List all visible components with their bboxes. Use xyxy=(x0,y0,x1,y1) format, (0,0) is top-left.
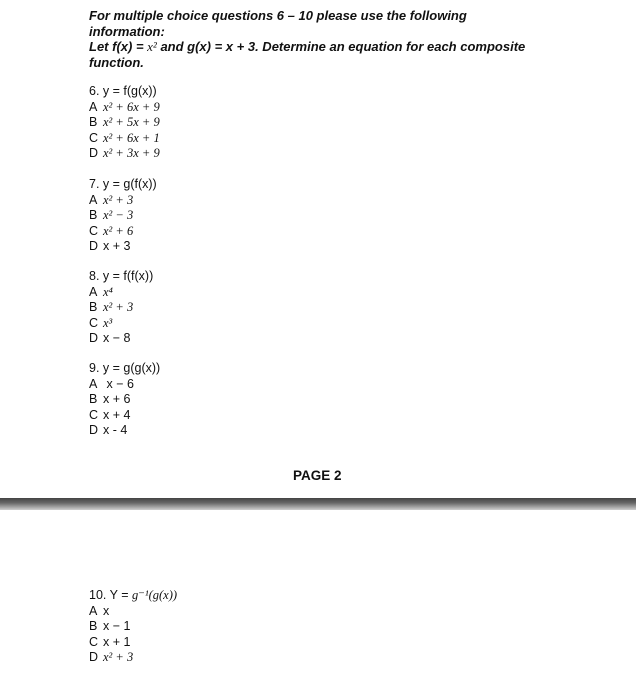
question-6-stem: 6. y = f(g(x)) xyxy=(89,84,157,98)
option-letter: D xyxy=(89,423,99,437)
question-6 xyxy=(89,84,160,162)
instructions-line-2 xyxy=(89,39,529,70)
question-8-option-b[interactable] xyxy=(89,300,153,316)
question-10-option-c[interactable] xyxy=(89,635,177,651)
option-letter: D xyxy=(89,146,99,160)
question-6-option-c[interactable] xyxy=(89,131,160,147)
question-10-stem xyxy=(89,588,177,604)
option-letter: A xyxy=(89,603,98,618)
question-9-option-c[interactable] xyxy=(89,408,160,424)
question-7-option-d[interactable] xyxy=(89,239,157,255)
instructions-f-definition: x² xyxy=(147,39,157,54)
option-text: x + 4 xyxy=(103,407,131,422)
question-8-option-a[interactable] xyxy=(89,285,153,301)
option-text: x² + 6 xyxy=(103,223,134,238)
option-text: x³ xyxy=(103,315,113,330)
question-10 xyxy=(89,588,177,666)
question-7 xyxy=(89,177,157,255)
option-text: x² + 6x + 9 xyxy=(103,99,160,114)
option-letter: B xyxy=(89,115,98,129)
question-7-option-a[interactable] xyxy=(89,193,157,209)
option-letter: D xyxy=(89,331,99,345)
question-9-option-b[interactable] xyxy=(89,392,160,408)
option-text: x + 1 xyxy=(103,634,131,649)
question-6-option-a[interactable] xyxy=(89,100,160,116)
question-8-option-d[interactable] xyxy=(89,331,153,347)
page-divider xyxy=(0,498,636,510)
question-10-stem-pre: 10. Y = xyxy=(89,588,132,602)
option-text: x² + 6x + 1 xyxy=(103,130,160,145)
question-7-option-b[interactable] xyxy=(89,208,157,224)
question-8-stem: 8. y = f(f(x)) xyxy=(89,269,154,283)
question-7-option-c[interactable] xyxy=(89,224,157,240)
question-9 xyxy=(89,361,160,439)
option-text: x + 6 xyxy=(103,392,131,406)
option-text: x + 3 xyxy=(103,239,131,253)
option-letter: C xyxy=(89,407,99,422)
option-text: x xyxy=(103,603,110,618)
instructions-line-1: For multiple choice questions 6 – 10 please use the following information: xyxy=(89,8,467,39)
question-6-option-b[interactable] xyxy=(89,115,160,131)
question-10-option-d[interactable] xyxy=(89,650,177,666)
question-10-stem-math: g⁻¹(g(x)) xyxy=(131,588,178,602)
option-text: x - 4 xyxy=(103,423,128,437)
option-letter: B xyxy=(89,208,98,222)
question-10-option-b[interactable] xyxy=(89,619,177,635)
option-text: x² + 3 xyxy=(103,300,134,314)
question-6-option-d[interactable] xyxy=(89,146,160,162)
instructions xyxy=(89,8,529,70)
option-letter: A xyxy=(89,284,98,299)
question-9-option-a[interactable] xyxy=(89,377,160,393)
question-9-option-d[interactable] xyxy=(89,423,160,439)
option-text: x − 6 xyxy=(103,376,134,391)
option-text: x² + 3x + 9 xyxy=(103,146,160,160)
question-8-option-c[interactable] xyxy=(89,316,153,332)
question-7-stem: 7. y = g(f(x)) xyxy=(89,177,157,191)
option-letter: B xyxy=(89,300,98,314)
option-letter: A xyxy=(89,192,98,207)
option-letter: C xyxy=(89,223,99,238)
option-text: x − 8 xyxy=(103,331,131,345)
option-text: x² + 5x + 9 xyxy=(103,115,160,129)
option-letter: A xyxy=(89,376,98,391)
option-letter: D xyxy=(89,650,99,664)
option-letter: B xyxy=(89,392,98,406)
instructions-line-2-pre: Let f(x) = xyxy=(89,39,148,54)
option-text: x² + 3 xyxy=(103,650,134,664)
question-10-option-a[interactable] xyxy=(89,604,177,620)
option-text: x² + 3 xyxy=(103,192,134,207)
instructions-line-2-rest: and g(x) = x + 3. Determine an equation for each composite function. xyxy=(89,39,526,70)
option-letter: B xyxy=(89,619,98,633)
option-text: x⁴ xyxy=(103,284,113,299)
option-text: x − 1 xyxy=(103,619,131,633)
option-letter: C xyxy=(89,130,99,145)
option-letter: D xyxy=(89,239,99,253)
option-letter: C xyxy=(89,634,99,649)
option-letter: C xyxy=(89,315,99,330)
option-text: x² − 3 xyxy=(103,208,134,222)
question-9-stem: 9. y = g(g(x)) xyxy=(89,361,161,375)
option-letter: A xyxy=(89,99,98,114)
page-label: PAGE 2 xyxy=(293,468,342,483)
question-8 xyxy=(89,269,153,347)
